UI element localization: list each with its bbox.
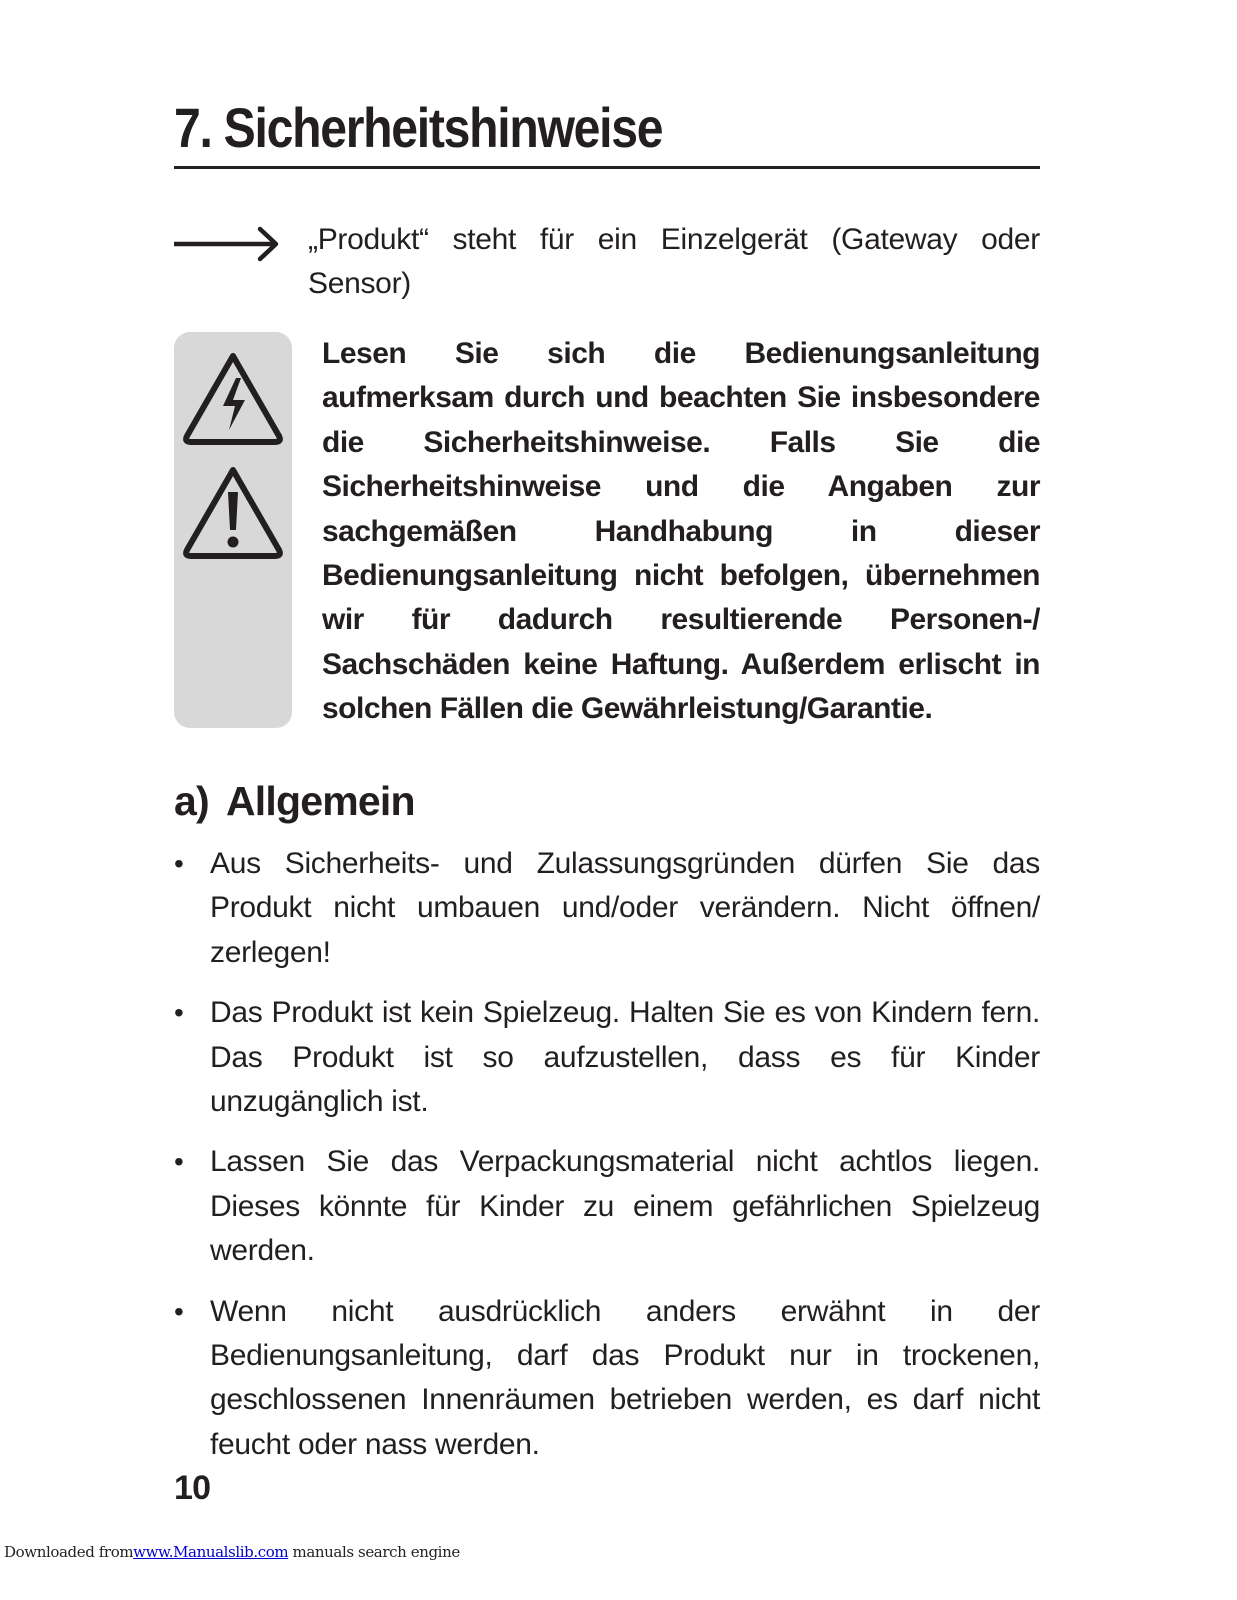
- arrow-right-icon: [174, 224, 280, 264]
- footer-prefix: Downloaded from: [4, 1543, 134, 1561]
- list-item-text: Wenn nicht ausdrücklich anders erwähnt in der Bedienungsanleitung, darf das Produkt nur in trockenen, geschlossenen Innenräumen betrieben werden, es darf nicht feucht oder nass werden.: [210, 1294, 1040, 1461]
- subsection-title: Allgemein: [226, 778, 415, 824]
- title-underline: [174, 166, 1040, 169]
- safety-bullet-list: [174, 842, 1040, 1483]
- product-note: [174, 218, 1040, 308]
- bullet-marker: •: [174, 848, 184, 879]
- subsection-letter: a): [174, 778, 209, 824]
- list-item-text: Aus Sicherheits- und Zulassungsgründen dürfen Sie das Produkt nicht umbauen und/oder verändern. Nicht öffnen/ zerlegen!: [210, 847, 1040, 969]
- manualslib-link[interactable]: www.Manualslib.com: [133, 1543, 289, 1561]
- section-title: 7. Sicherheitshinweise: [174, 96, 663, 159]
- safety-warning-text: Lesen Sie sich die Bedienungsanleitung aufmerksam durch und beachten Sie insbesondere die Sicherheitshinweise. Falls Sie die Sicherheitshinweise und die Angaben zur sachgemäßen Handhabung in dieser Bedienungsanleitung nicht befolgen, übernehmen wir für dadurch resultierende Personen-/ Sachschäden keine Haftung. Außerdem erlischt in solchen Fällen die Gewährleistung/Garantie.: [322, 337, 1040, 726]
- download-footer: [4, 1540, 460, 1564]
- list-item-text: Lassen Sie das Verpackungsmaterial nicht achtlos liegen. Dieses könnte für Kinder zu einem gefährlichen Spielzeug werden.: [210, 1145, 1040, 1268]
- list-item: [174, 842, 1040, 975]
- bullet-marker: •: [174, 1295, 184, 1327]
- exclamation-warning-icon: [179, 462, 287, 562]
- product-note-text: „Produkt“ steht für ein Einzelgerät (Gateway oder Sensor): [308, 223, 1040, 300]
- subsection-heading: [174, 776, 415, 826]
- list-item: [174, 991, 1040, 1124]
- list-item: [174, 1140, 1040, 1273]
- safety-warning-block: [174, 332, 1040, 732]
- bullet-marker: •: [174, 1146, 184, 1178]
- list-item-text: Das Produkt ist kein Spielzeug. Halten Sie es von Kindern fern. Das Produkt ist so aufzustellen, dass es für Kinder unzugänglich ist.: [210, 996, 1040, 1119]
- bullet-marker: •: [174, 997, 184, 1029]
- warning-icon-panel: [174, 332, 292, 728]
- page-number: 10: [174, 1469, 211, 1507]
- footer-suffix: manuals search engine: [292, 1543, 460, 1561]
- high-voltage-warning-icon: [179, 348, 287, 448]
- list-item: [174, 1290, 1040, 1468]
